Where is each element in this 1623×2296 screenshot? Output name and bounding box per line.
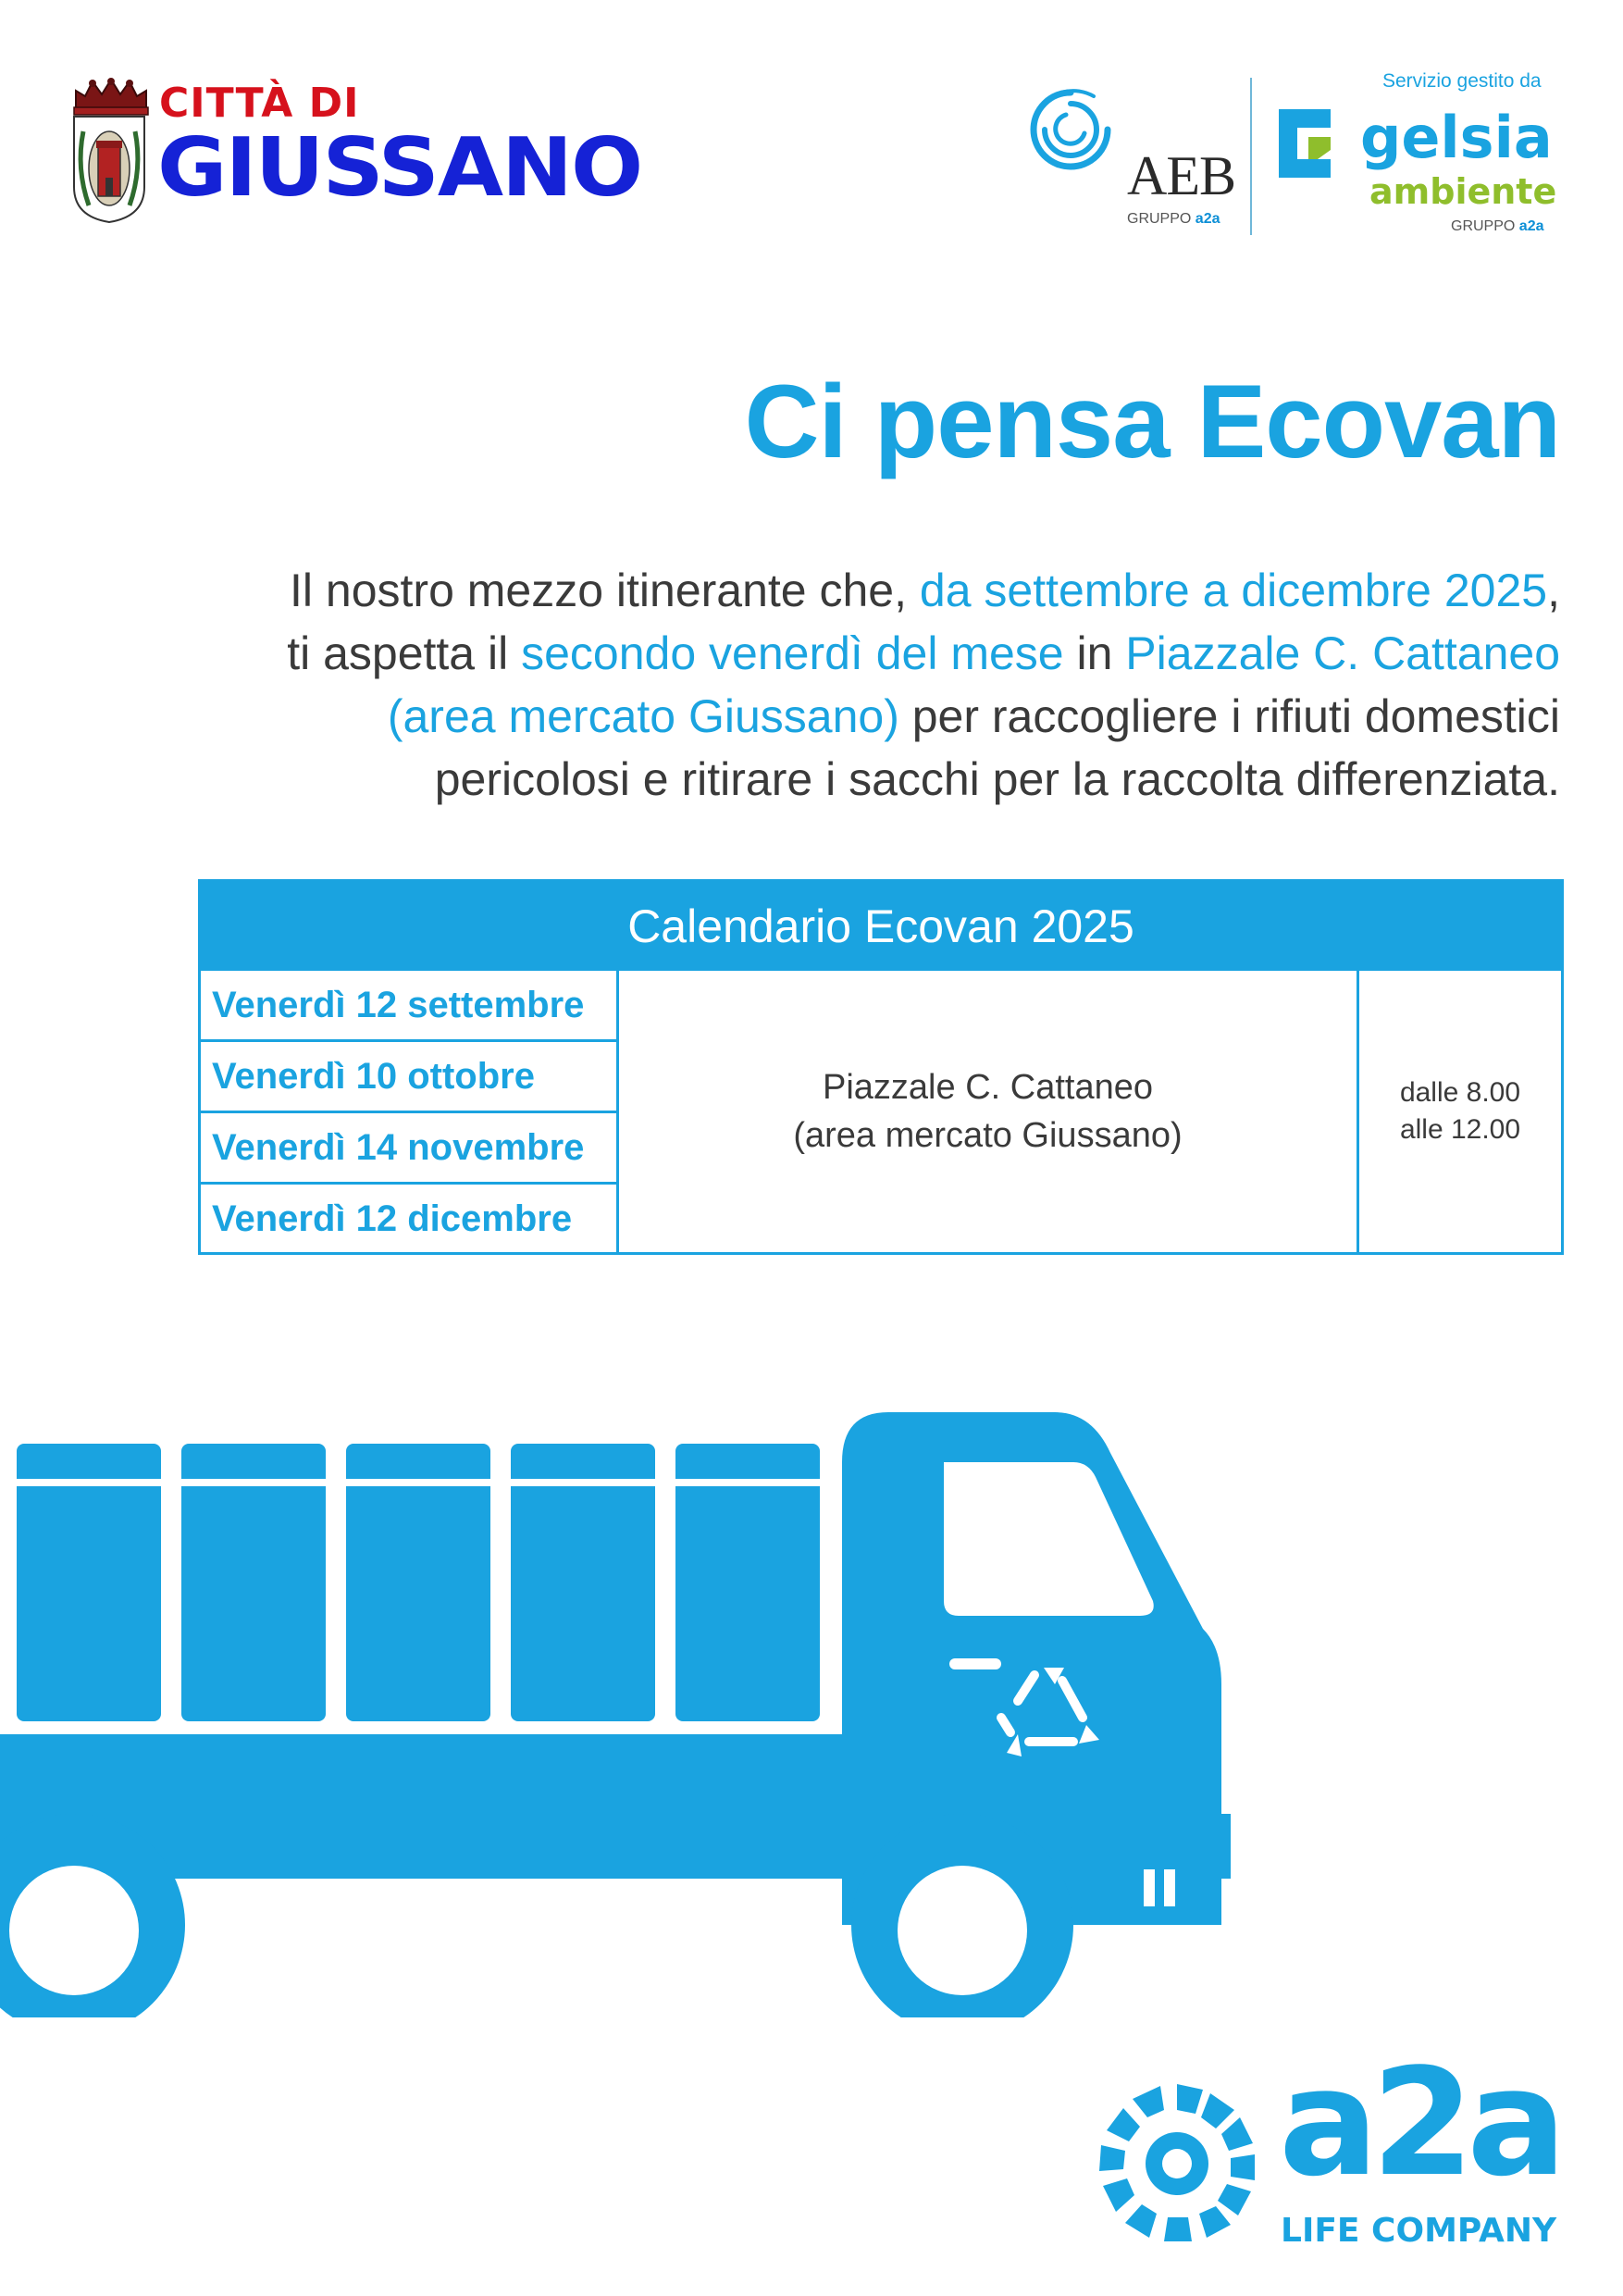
place-line: (area mercato Giussano) <box>793 1116 1183 1155</box>
city-name: GIUSSANO <box>157 120 642 216</box>
time-line: dalle 8.00 <box>1399 1077 1521 1108</box>
calendar-date: Venerdì 14 novembre <box>201 1113 616 1185</box>
served-by-label: Servizio gestito da <box>1382 70 1542 92</box>
crown-icon <box>70 76 152 117</box>
aeb-group: GRUPPO a2a <box>1127 211 1220 227</box>
page-title: Ci pensa Ecovan <box>744 364 1560 479</box>
calendar-date: Venerdì 12 settembre <box>201 971 616 1042</box>
gelsia-group: GRUPPO a2a <box>1451 218 1544 234</box>
calendar-time <box>1359 971 1561 1252</box>
footer-tagline: LIFE COMPANY <box>1281 2212 1557 2250</box>
a2a-mark-icon <box>1092 2077 1262 2247</box>
calendar-date: Venerdì 10 ottobre <box>201 1042 616 1113</box>
time-line: alle 12.00 <box>1399 1114 1521 1145</box>
place-line: Piazzale C. Cattaneo <box>823 1068 1153 1107</box>
gelsia-sub: ambiente <box>1369 171 1557 212</box>
gelsia-mark-icon <box>1270 100 1340 187</box>
truck-icon <box>0 1407 1240 2017</box>
aeb-name: AEB <box>1127 145 1235 206</box>
intro-paragraph: Il nostro mezzo itinerante che, da settembre a dicembre 2025, ti aspetta il secondo venerdì del mese in Piazzale C. Cattaneo (area mercato Giussano) per raccogliere i rifiuti domestici pericolosi e ritirare i sacchi per la raccolta differenziata. <box>287 565 1560 805</box>
footer-brand: a2a <box>1279 2036 1560 2209</box>
aeb-swirl-icon <box>1020 83 1121 176</box>
logo-divider <box>1250 78 1252 235</box>
calendar-title: Calendario Ecovan 2025 <box>201 882 1561 971</box>
calendar-date: Venerdì 12 dicembre <box>212 1198 573 1239</box>
calendar-dates <box>201 971 619 1252</box>
coat-of-arms-icon <box>70 113 148 224</box>
calendar-table <box>198 879 1564 1255</box>
city-prefix: CITTÀ DI <box>159 80 360 127</box>
gelsia-name: gelsia <box>1360 104 1553 171</box>
calendar-place <box>619 971 1359 1252</box>
